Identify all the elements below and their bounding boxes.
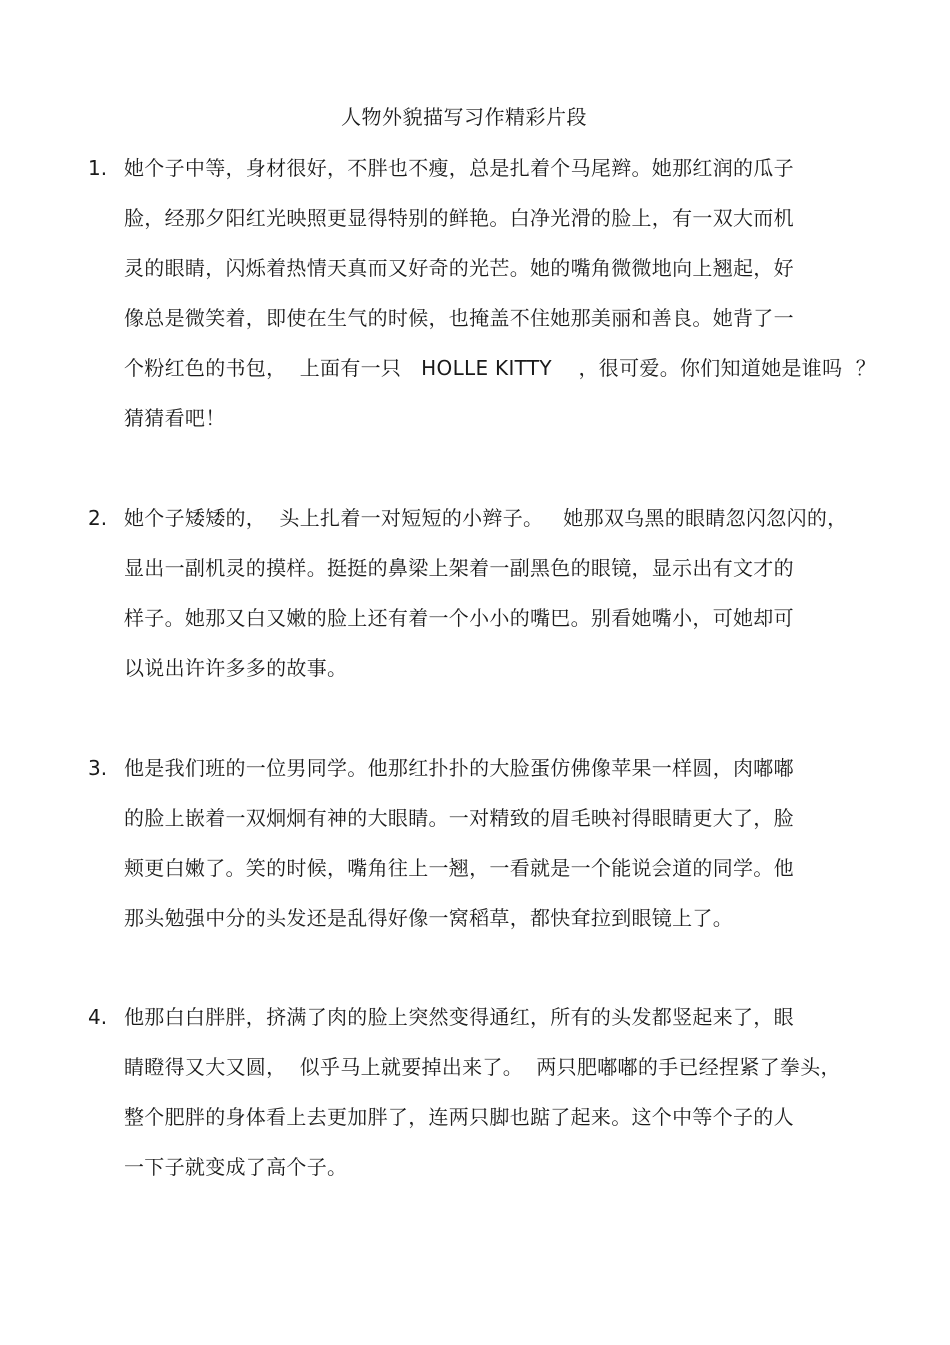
paragraph-number: 2. [88, 506, 108, 530]
paragraph-line: 她个子矮矮的， 头上扎着一对短短的小辫子。 她那双乌黑的眼睛忽闪忽闪的， [124, 506, 848, 530]
paragraph-line: 灵的眼睛，闪烁着热情天真而又好奇的光芒。她的嘴角微微地向上翘起，好 [124, 256, 794, 280]
paragraph-line: 她个子中等，身材很好，不胖也不瘦，总是扎着个马尾辫。她那红润的瓜子 [124, 156, 794, 180]
paragraph-line: 个粉红色的书包， 上面有一只 HOLLE KITTY ，很可爱。你们知道她是谁吗 ？ [124, 356, 877, 380]
paragraph-line: 颊更白嫩了。笑的时候，嘴角往上一翘，一看就是一个能说会道的同学。他 [124, 856, 794, 880]
paragraph-line: 猜猜看吧！ [124, 406, 226, 430]
paragraph-line: 的脸上嵌着一双炯炯有神的大眼睛。一对精致的眉毛映衬得眼睛更大了，脸 [124, 806, 794, 830]
paragraph-line: 那头勉强中分的头发还是乱得好像一窝稻草，都快耷拉到眼镜上了。 [124, 906, 733, 930]
paragraph-number: 4. [88, 1005, 108, 1029]
paragraph-line: 他是我们班的一位男同学。他那红扑扑的大脸蛋仿佛像苹果一样圆，肉嘟嘟 [124, 756, 794, 780]
paragraph-line: 整个肥胖的身体看上去更加胖了，连两只脚也踮了起来。这个中等个子的人 [124, 1105, 794, 1129]
paragraph-line: 一下子就变成了高个子。 [124, 1155, 348, 1179]
paragraph-number: 1. [88, 156, 108, 180]
document-title: 人物外貌描写习作精彩片段 [341, 105, 587, 129]
paragraph-line: 以说出许许多多的故事。 [124, 656, 348, 680]
paragraph-line: 显出一副机灵的摸样。挺挺的鼻梁上架着一副黑色的眼镜，显示出有文才的 [124, 556, 794, 580]
paragraph-number: 3. [88, 756, 108, 780]
paragraph-line: 样子。她那又白又嫩的脸上还有着一个小小的嘴巴。别看她嘴小，可她却可 [124, 606, 794, 630]
paragraph-line: 他那白白胖胖，挤满了肉的脸上突然变得通红，所有的头发都竖起来了，眼 [124, 1005, 794, 1029]
paragraph-line: 像总是微笑着，即使在生气的时候，也掩盖不住她那美丽和善良。她背了一 [124, 306, 794, 330]
paragraph-line: 睛瞪得又大又圆， 似乎马上就要掉出来了。 两只肥嘟嘟的手已经捏紧了拳头， [124, 1055, 841, 1079]
paragraph-line: 脸，经那夕阳红光映照更显得特别的鲜艳。白净光滑的脸上，有一双大而机 [124, 206, 794, 230]
